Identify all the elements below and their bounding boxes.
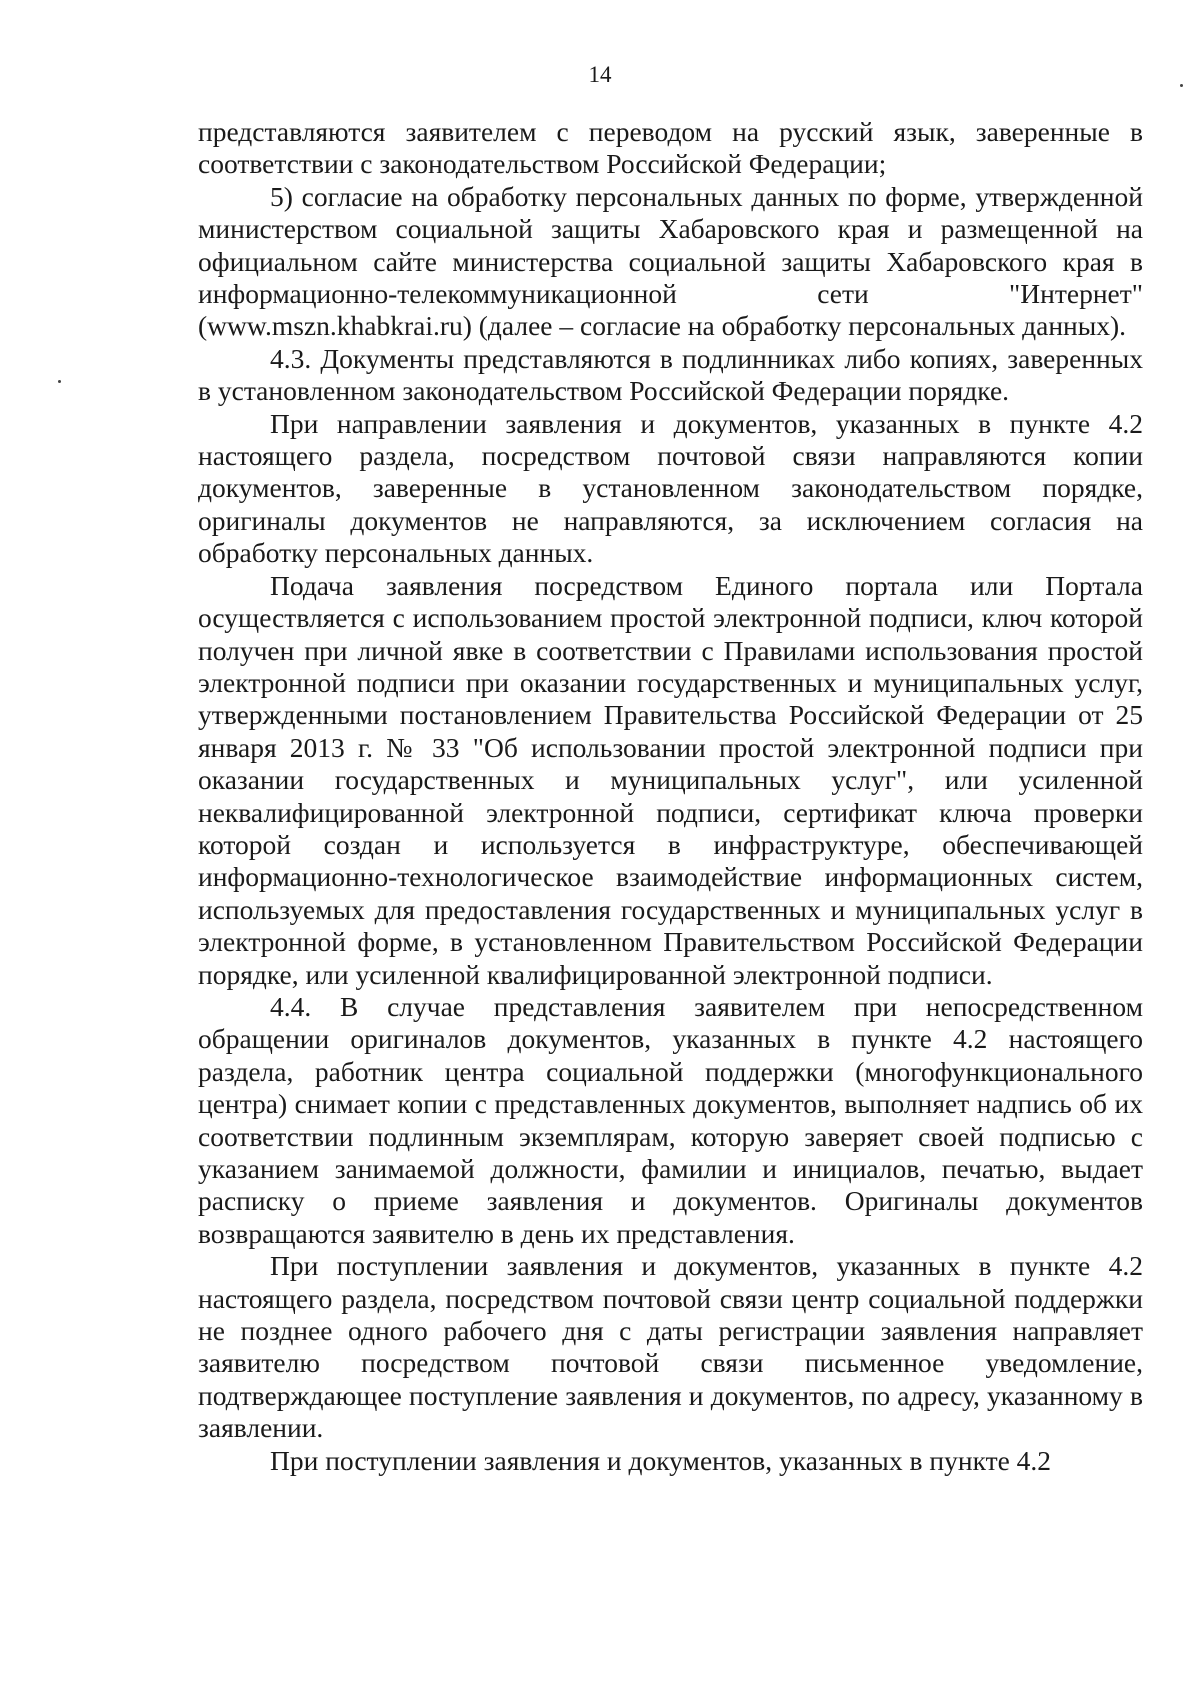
paragraph-last-line: При поступлении заявления и документов, указанных в пункте 4.2	[270, 1444, 1052, 1476]
paragraph-postal-submission: При направлении заявления и документов, указанных в пункте 4.2 настоящего раздела, посредством почтовой связи направляются копии документов, заверенные в установленном законодательством порядке, оригиналы документов не направляются, за исключением согласия на обработку персональных данных.	[198, 407, 1143, 569]
paragraph-item-5-consent: 5) согласие на обработку персональных данных по форме, утвержденной министерством социальной защиты Хабаровского края и размещенной на официальном сайте министерства социальной защиты Хабаровского края в информационно-телекоммуникационной сети "Интернет" (www.mszn.khabkrai.ru) (далее – согласие на обработку персональных данных).	[198, 180, 1143, 342]
document-body	[198, 116, 1143, 1477]
paragraph-4-4-originals: 4.4. В случае представления заявителем при непосредственном обращении оригиналов документов, указанных в пункте 4.2 настоящего раздела, работник центра социальной поддержки (многофункционального центра) снимает копии с представленных документов, выполняет надпись об их соответствии подлинным экземплярам, которую заверяет своей подписью с указанием занимаемой должности, фамилии и инициалов, печатью, выдает расписку о приеме заявления и документов. Оригиналы документов возвращаются заявителю в день их представления.	[198, 990, 1143, 1249]
paragraph-continuation: представляются заявителем с переводом на русский язык, заверенные в соответствии с законодательством Российской Федерации;	[198, 116, 1143, 180]
paragraph-electronic-signature: Подача заявления посредством Единого портала или Портала осуществляется с использованием простой электронной подписи, ключ которой получен при личной явке в соответствии с Правилами использования простой электронной подписи при оказании государственных и муниципальных услуг, утвержденными постановлением Правительства Российской Федерации от 25 января 2013 г. № 33 "Об использовании простой электронной подписи при оказании государственных и муниципальных услуг", или усиленной неквалифицированной электронной подписи, сертификат ключа проверки которой создан и используется в инфраструктуре, обеспечивающей информационно-технологическое взаимодействие информационных систем, используемых для предоставления государственных и муниципальных услуг в электронной форме, в установленном Правительством Российской Федерации порядке, или усиленной квалифицированной электронной подписи.	[198, 569, 1143, 990]
scan-speck	[1180, 84, 1183, 87]
scan-speck	[58, 380, 61, 383]
paragraph-postal-notification: При поступлении заявления и документов, указанных в пункте 4.2 настоящего раздела, посредством почтовой связи центр социальной поддержки не позднее одного рабочего дня с даты регистрации заявления направляет заявителю посредством почтовой связи письменное уведомление, подтверждающее поступление заявления и документов, по адресу, указанному в заявлении.	[198, 1250, 1143, 1444]
page-number: 14	[588, 62, 612, 87]
paragraph-4-3-documents: 4.3. Документы представляются в подлинниках либо копиях, заверенных в установленном законодательством Российской Федерации порядке.	[198, 342, 1143, 407]
